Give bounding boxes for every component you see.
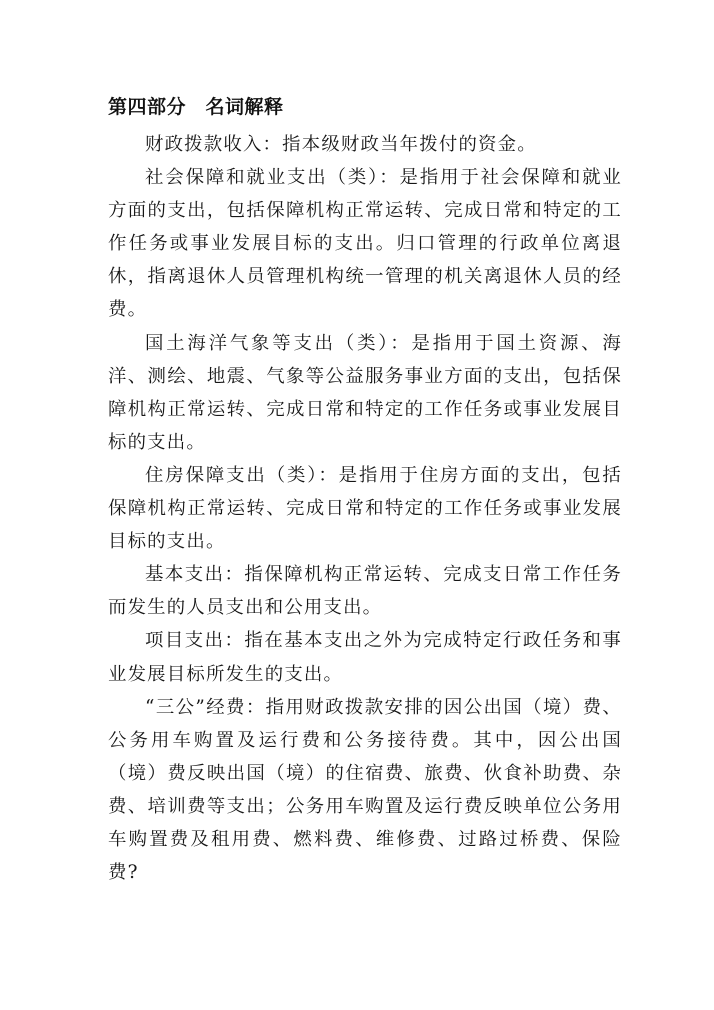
paragraph-social-security-expenditure: 社会保障和就业支出（类）：是指用于社会保障和就业方面的支出，包括保障机构正常运转、完成日常和特定的工作任务或事业发展目标的支出。归口管理的行政单位离退休，指离退休人员管理机构统一管理的机关离退休人员的经费。	[108, 167, 622, 321]
paragraph-basic-expenditure: 基本支出：指保障机构正常运转、完成支日常工作任务而发生的人员支出和公用支出。	[108, 564, 622, 619]
paragraph-project-expenditure: 项目支出：指在基本支出之外为完成特定行政任务和事业发展目标所发生的支出。	[108, 630, 622, 685]
glossary-body	[108, 128, 622, 889]
paragraph-three-public-expenses: “三公”经费：指用财政拨款安排的因公出国（境）费、公务用车购置及运行费和公务接待费。其中，因公出国（境）费反映出国（境）的住宿费、旅费、伙食补助费、杂费、培训费等支出；公务用车购置及运行费反映单位公务用车购置费及租用费、燃料费、维修费、过路过桥费、保险费?	[108, 696, 622, 884]
section-heading: 第四部分 名词解释	[108, 96, 284, 118]
paragraph-fiscal-appropriation-income: 财政拨款收入：指本级财政当年拨付的资金。	[145, 134, 537, 155]
paragraph-land-ocean-meteorology-expenditure: 国土海洋气象等支出（类）：是指用于国土资源、海洋、测绘、地震、气象等公益服务事业方面的支出，包括保障机构正常运转、完成日常和特定的工作任务或事业发展目标的支出。	[108, 332, 622, 453]
paragraph-housing-security-expenditure: 住房保障支出（类）：是指用于住房方面的支出，包括保障机构正常运转、完成日常和特定的工作任务或事业发展目标的支出。	[108, 464, 622, 553]
